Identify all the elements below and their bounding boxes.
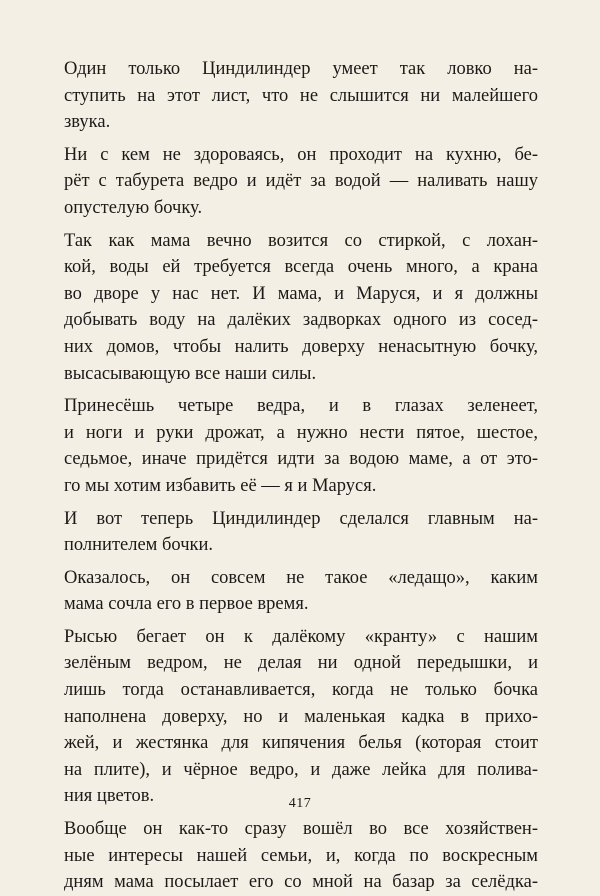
text-line: седьмое, иначе придётся идти за водою маме, а от это- [64, 449, 538, 470]
text-line: опустелую бочку. [64, 197, 203, 218]
text-line: рёт с табурета ведро и идёт за водой — наливать нашу [64, 171, 538, 192]
text-line: И вот теперь Циндилиндер сделался главным на- [64, 508, 538, 529]
text-line: кой, воды ей требуется всегда очень много, а крана [64, 257, 538, 278]
text-line: Один только Циндилиндер умеет так ловко на- [64, 59, 538, 79]
text-line: Оказалось, он совсем не такое «ледащо», каким [64, 567, 538, 588]
text-line: лишь тогда останавливается, когда не только бочка [64, 680, 538, 701]
text-line: го мы хотим избавить её — я и Маруся. [64, 475, 377, 496]
text-line: мама сочла его в первое время. [64, 594, 309, 615]
text-line: ния цветов. [64, 786, 155, 807]
text-line: Так как мама вечно возится со стиркой, с лохан- [64, 230, 538, 251]
text-line: дням мама посылает его со мной на базар за селёдка- [64, 872, 538, 893]
text-line: Принесёшь четыре ведра, и в глазах зеленеет, [64, 396, 538, 417]
text-line: ные интересы нашей семьи, и, когда по воскресным [64, 845, 538, 866]
text-line: полнителем бочки. [64, 535, 214, 556]
text-line: них домов, чтобы налить доверху ненасытную бочку, [64, 336, 538, 357]
text-line: Вообще он как-то сразу вошёл во все хозяйствен- [64, 819, 538, 840]
text-line: жей, и жестянка для кипячения белья (которая стоит [64, 733, 538, 754]
text-line: Рысью бегает он к далёкому «кранту» с нашим [64, 626, 538, 647]
text-line: ступить на этот лист, что не слышится ни малейшего [64, 85, 538, 106]
text-line: и ноги и руки дрожат, а нужно нести пятое, шестое, [64, 422, 538, 443]
text-line: наполнена доверху, но и маленькая кадка в прихо- [64, 706, 538, 727]
text-line: Ни с кем не здороваясь, он проходит на кухню, бе- [64, 144, 538, 165]
text-line: звука. [64, 112, 111, 133]
text-line: высасывающую все наши силы. [64, 363, 317, 384]
text-line: во дворе у нас нет. И мама, и Маруся, и я должны [64, 283, 538, 304]
text-line: на плите), и чёрное ведро, и даже лейка для полива- [64, 759, 538, 780]
text-line: зелёным ведром, не делая ни одной передышки, и [64, 653, 538, 674]
text-line: добывать воду на далёких задворках одного из сосед- [64, 310, 538, 331]
body-text [64, 56, 538, 896]
page-number: 417 [288, 796, 312, 811]
